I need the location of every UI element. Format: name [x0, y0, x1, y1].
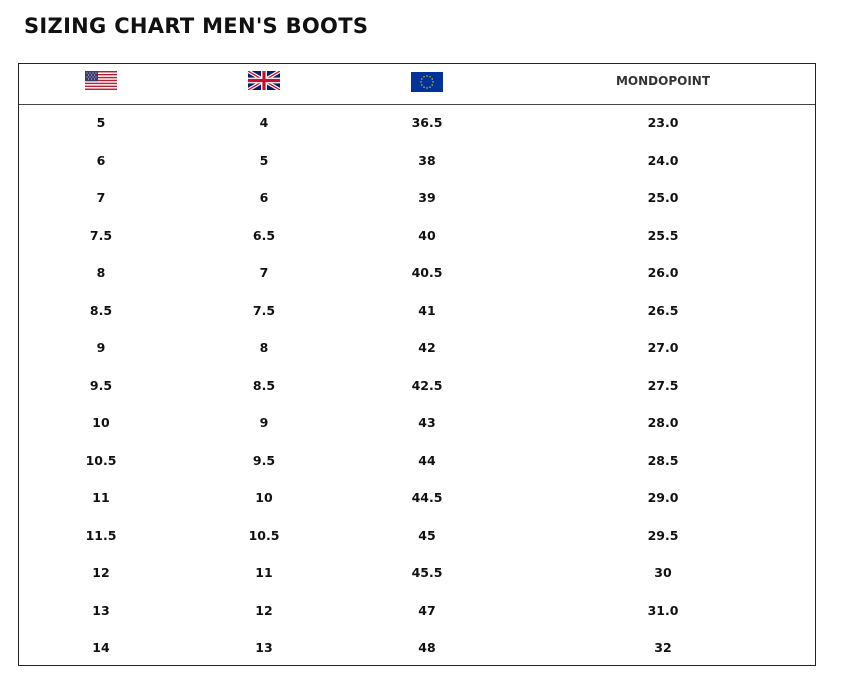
us-size-cell: 10: [92, 415, 110, 430]
eu-size-cell: 43: [418, 415, 436, 430]
uk-size-cell: 9: [259, 415, 269, 430]
eu-size-cell: 44.5: [411, 490, 443, 505]
uk-size-cell: 8: [259, 340, 269, 355]
eu-flag-icon: [411, 72, 443, 92]
table-row: [19, 218, 815, 256]
uk-size-cell: 6.5: [252, 227, 276, 243]
uk-size-cell: 12: [255, 602, 273, 618]
us-size-cell: 11: [92, 490, 110, 505]
us-size-cell: 9.5: [89, 377, 113, 393]
mondopoint-size-cell: 28.0: [647, 415, 679, 430]
mondopoint-size-cell: 26.0: [647, 265, 679, 280]
eu-size-cell: 40.5: [411, 265, 443, 280]
table-row: [19, 293, 815, 331]
mondopoint-size-cell: 27.5: [647, 377, 679, 393]
mondopoint-size-cell: 30: [654, 565, 672, 580]
table-row: [19, 180, 815, 218]
uk-size-cell: 9.5: [252, 452, 276, 468]
eu-size-cell: 40: [418, 227, 436, 243]
eu-size-cell: 44: [418, 452, 436, 468]
mondopoint-size-cell: 23.0: [647, 115, 679, 130]
uk-flag-icon: [248, 71, 280, 90]
eu-size-cell: 42: [418, 340, 436, 355]
eu-size-cell: 45.5: [411, 565, 443, 580]
uk-size-cell: 4: [259, 115, 269, 130]
mondopoint-size-cell: 32: [654, 640, 672, 655]
uk-size-cell: 10: [255, 490, 273, 505]
eu-size-cell: 41: [418, 302, 436, 318]
eu-size-cell: 36.5: [411, 115, 443, 130]
mondopoint-size-cell: 28.5: [647, 452, 679, 468]
mondopoint-size-cell: 29.5: [647, 527, 679, 543]
us-size-cell: 13: [92, 602, 110, 618]
page-title: SIZING CHART MEN'S BOOTS: [24, 14, 369, 38]
uk-size-cell: 8.5: [252, 377, 276, 393]
table-row: [19, 593, 815, 631]
us-size-cell: 8: [96, 265, 106, 280]
mondopoint-size-cell: 29.0: [647, 490, 679, 505]
table-row: [19, 143, 815, 181]
mondopoint-size-cell: 25.0: [647, 190, 679, 205]
mondopoint-size-cell: 25.5: [647, 227, 679, 243]
uk-size-cell: 6: [259, 190, 269, 205]
table-row: [19, 518, 815, 556]
us-size-cell: 7: [96, 190, 106, 205]
us-size-cell: 6: [96, 152, 106, 168]
table-row: [19, 255, 815, 293]
table-row: [19, 555, 815, 593]
table-row: [19, 105, 815, 143]
table-row: [19, 330, 815, 368]
us-size-cell: 5: [96, 115, 106, 130]
us-size-cell: 8.5: [89, 302, 113, 318]
uk-size-cell: 7: [259, 265, 269, 280]
uk-size-cell: 11: [255, 565, 273, 580]
mondopoint-size-cell: 24.0: [647, 152, 679, 168]
us-size-cell: 14: [92, 640, 110, 655]
eu-size-cell: 38: [418, 152, 436, 168]
uk-size-cell: 7.5: [252, 302, 276, 318]
sizing-table: [18, 63, 816, 666]
table-row: [19, 480, 815, 518]
eu-size-cell: 45: [418, 527, 436, 543]
table-header-row: [19, 64, 815, 105]
us-size-cell: 7.5: [89, 227, 113, 243]
us-size-cell: 11.5: [85, 527, 117, 543]
mondopoint-size-cell: 31.0: [647, 602, 679, 618]
uk-size-cell: 10.5: [248, 527, 280, 543]
table-row: [19, 405, 815, 443]
table-row: [19, 630, 815, 668]
table-row: [19, 443, 815, 481]
mondopoint-header: MONDOPOINT: [615, 74, 711, 88]
uk-size-cell: 5: [259, 152, 269, 168]
eu-size-cell: 42.5: [411, 377, 443, 393]
mondopoint-size-cell: 27.0: [647, 340, 679, 355]
us-flag-icon: [85, 71, 117, 90]
mondopoint-size-cell: 26.5: [647, 302, 679, 318]
eu-size-cell: 47: [418, 602, 436, 618]
table-row: [19, 368, 815, 406]
us-size-cell: 12: [92, 565, 110, 580]
us-size-cell: 9: [96, 340, 106, 355]
eu-size-cell: 39: [418, 190, 436, 205]
eu-size-cell: 48: [418, 640, 436, 655]
uk-size-cell: 13: [255, 640, 273, 655]
us-size-cell: 10.5: [85, 452, 117, 468]
